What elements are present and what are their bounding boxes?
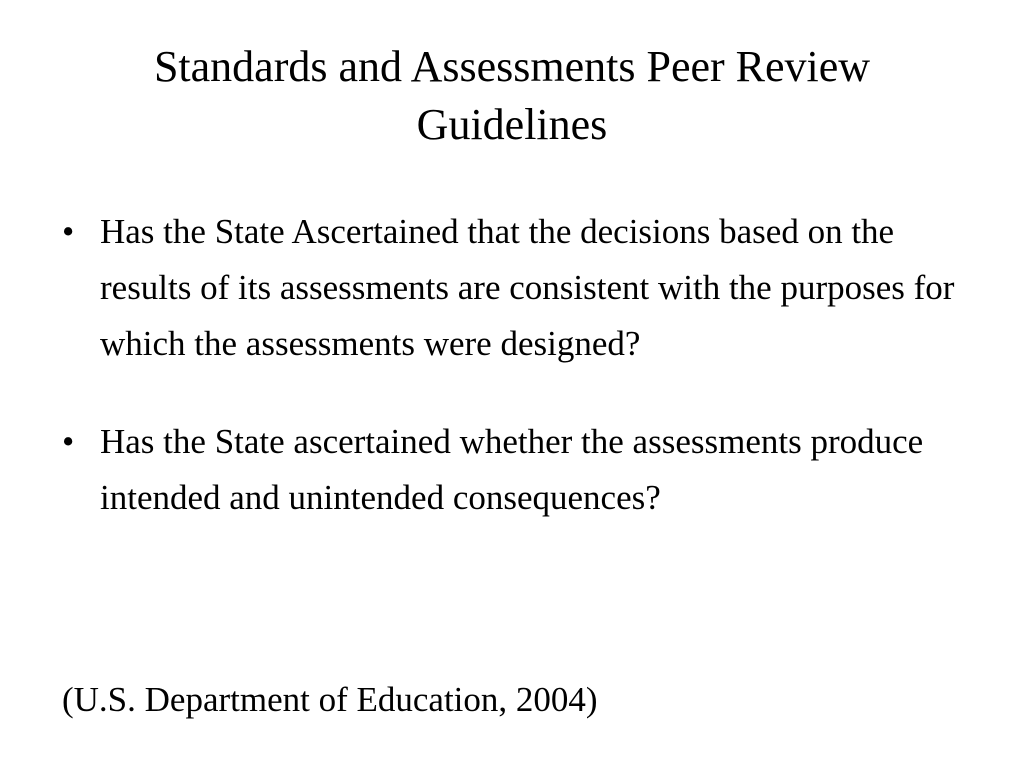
bullet-item-2 (62, 414, 962, 526)
bullet-marker: • (62, 422, 75, 461)
bullet-list (62, 204, 962, 526)
bullet-marker: • (62, 212, 75, 251)
citation: (U.S. Department of Education, 2004) (62, 680, 598, 719)
slide-title: Standards and Assessments Peer Review Guidelines (153, 42, 871, 149)
bullet-text: Has the State ascertained whether the assessments produce intended and unintended consequences? (100, 422, 924, 517)
bullet-text: Has the State Ascertained that the decisions based on the results of its assessments are consistent with the purposes for which the assessments were designed? (100, 212, 955, 363)
bullet-item-1 (62, 204, 962, 372)
